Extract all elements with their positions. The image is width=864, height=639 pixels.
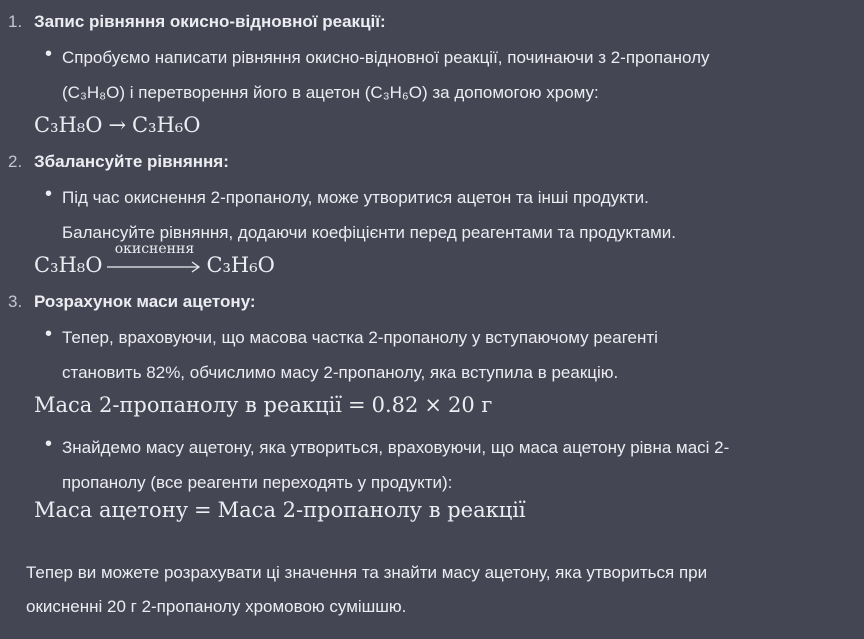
long-arrow-icon [106,261,202,273]
step3-bullet-1 [62,320,852,390]
step-number-1: 1. [8,12,23,31]
step2-bullet-1 [62,180,852,250]
bullet-dot: • [45,323,53,345]
step-heading-3: Розрахунок маси ацетону: [34,292,256,311]
text-line: пропанолу (все реагенти переходять у продукти): [62,473,453,492]
equation-1 [34,113,200,137]
arrow-label: окиснення [114,240,195,257]
text-line: окисненні 20 г 2-пропанолу хромовою сумішшю. [26,597,407,616]
math-text: Маса ацетону [34,498,189,522]
step3-bullet-2 [62,430,852,500]
text-line: Знайдемо масу ацетону, яка утвориться, враховуючи, що маса ацетону рівна масі 2- [62,438,730,457]
step-number-3: 3. [8,292,23,311]
reactant: C₃H₈O [34,253,103,277]
text-line: Балансуйте рівняння, додаючи коефіцієнти перед реагентами та продуктами. [62,223,676,242]
text-line: становить 82%, обчислимо масу 2-пропанолу, яка вступила в реакцію. [62,363,619,382]
bullet-dot: • [45,433,53,455]
math-text: Маса 2-пропанолу в реакції [34,393,342,417]
text-line: Тепер, враховуючи, що масова частка 2-пропанолу у вступаючому реагенті [62,328,658,347]
product: C₃H₆O [132,113,201,137]
math-value: 0.82 [371,393,419,417]
step-heading-1: Запис рівняння окисно-відновної реакції: [34,12,386,31]
step1-bullet-1 [62,40,852,110]
step-number-2: 2. [8,152,23,171]
math-value: 20 г [447,393,493,417]
math-text: Маса 2-пропанолу в реакції [217,498,526,522]
arrow-icon: → [108,113,127,137]
equation-3 [34,393,492,417]
equation-4 [34,498,526,522]
equals-sign: = [348,393,366,417]
text-line: (C₃H₈O) і перетворення його в ацетон (C₃H₆O) за допомогою хрому: [62,83,599,102]
conclusion-paragraph [26,556,846,624]
product: C₃H₆O [206,253,275,277]
equals-sign: = [194,498,212,522]
reactant: C₃H₈O [34,113,103,137]
bullet-dot: • [45,43,53,65]
equation-2 [34,240,275,277]
reaction-arrow [106,240,202,277]
text-line: Під час окиснення 2-пропанолу, може утворитися ацетон та інші продукти. [62,188,649,207]
bullet-dot: • [45,183,53,205]
step-heading-2: Збалансуйте рівняння: [34,152,229,171]
text-line: Спробуємо написати рівняння окисно-відновної реакції, починаючи з 2-пропанолу [62,48,710,67]
times-sign: × [424,393,442,417]
text-line: Тепер ви можете розрахувати ці значення та знайти масу ацетону, яка утвориться при [26,563,708,582]
